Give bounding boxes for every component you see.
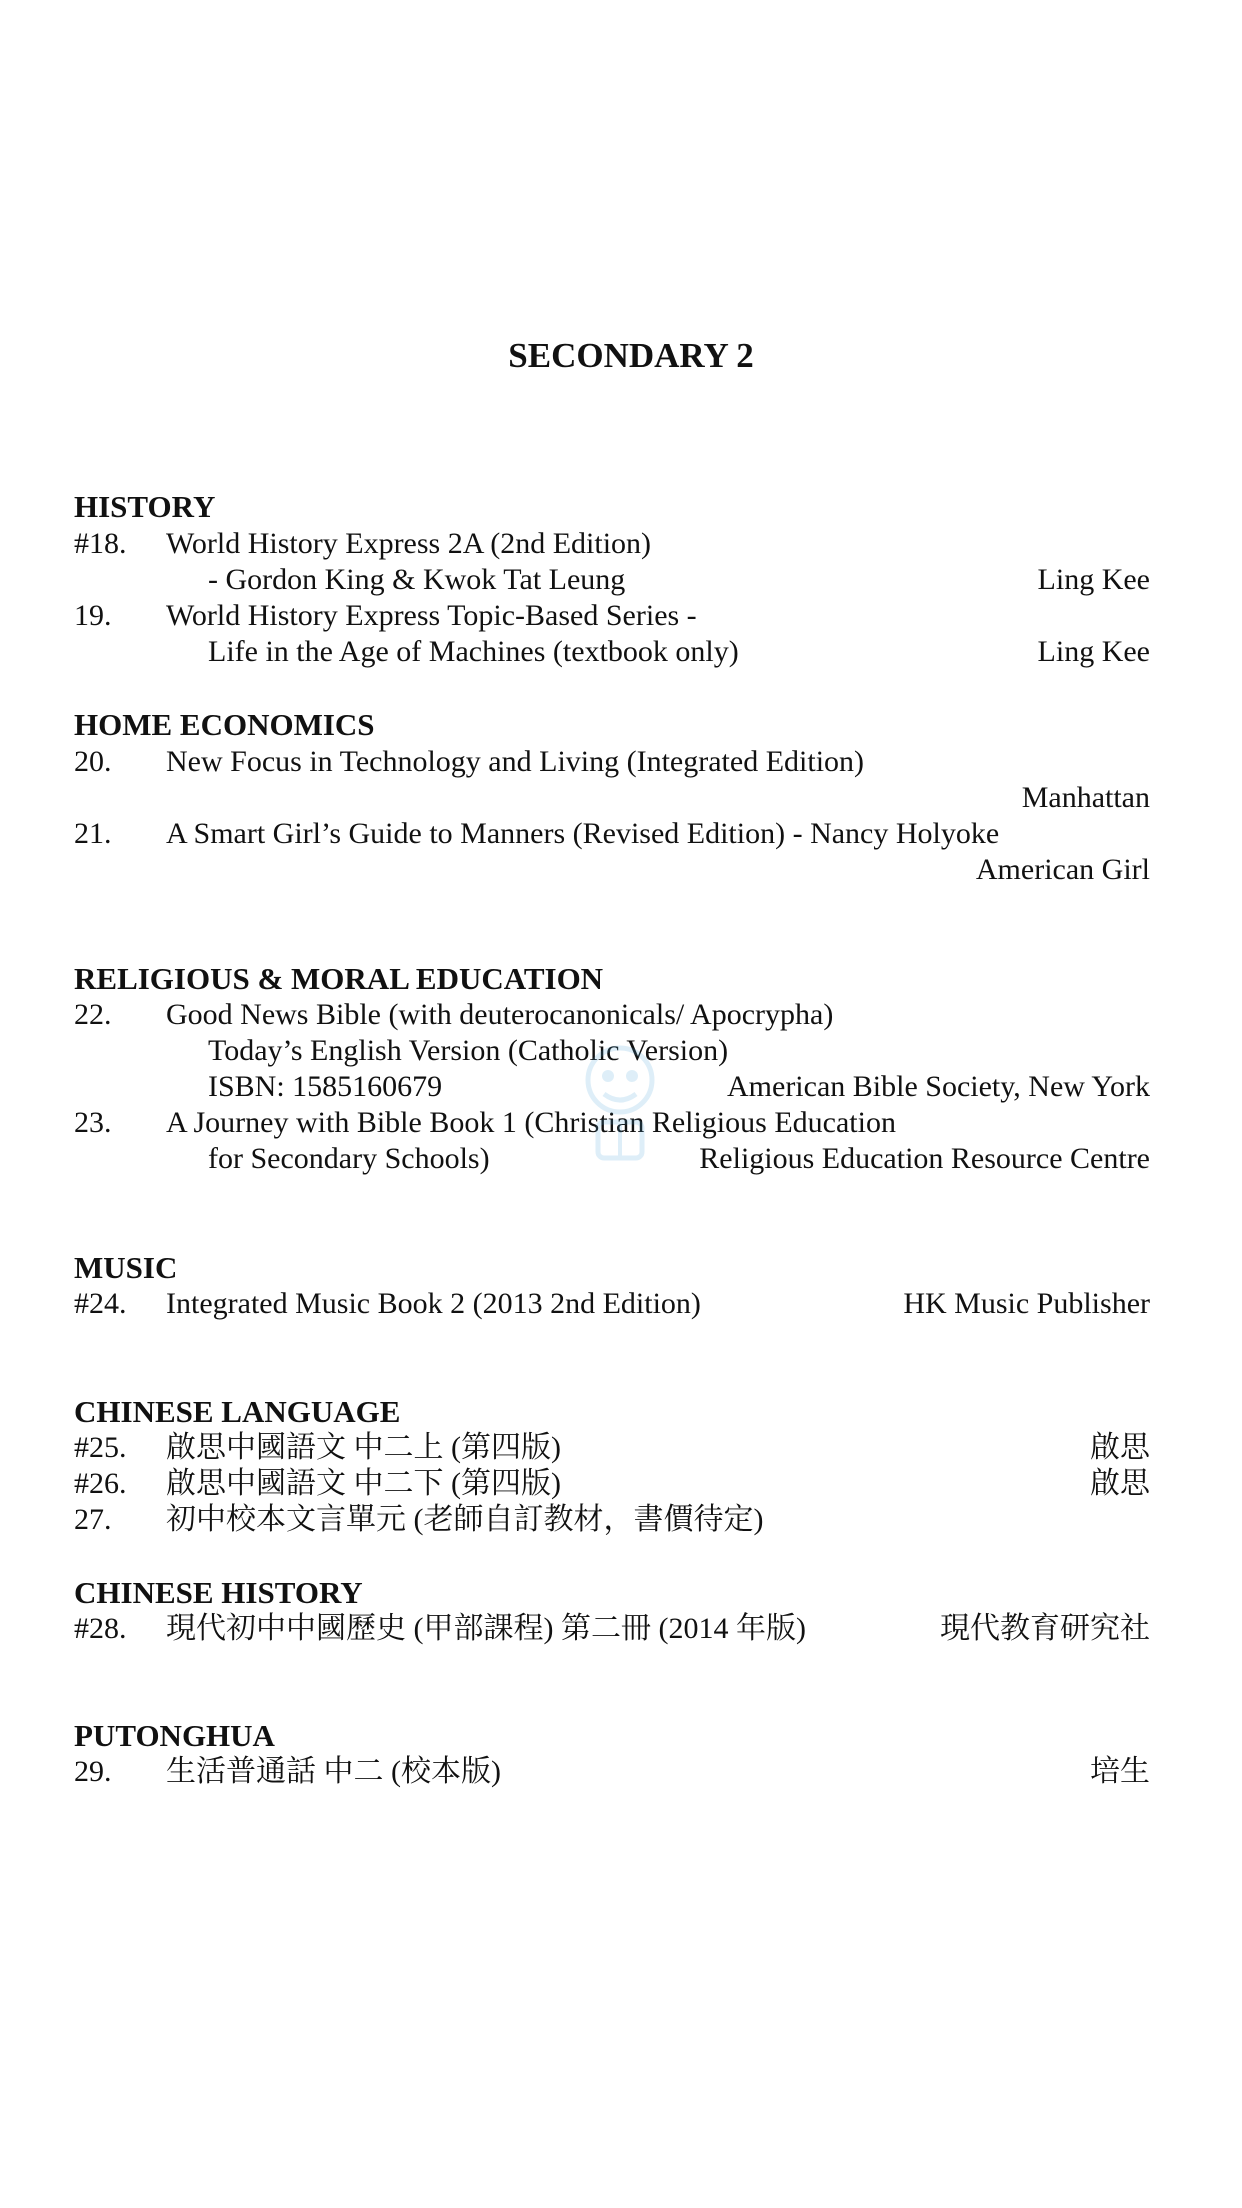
book-publisher: 啟思	[1090, 1431, 1150, 1464]
book-title: New Focus in Technology and Living (Integrated Edition)	[166, 745, 865, 778]
book-title: Good News Bible (with deuterocanonicals/ Apocrypha)	[166, 998, 834, 1031]
item-number: 22.	[74, 998, 112, 1031]
book-publisher: Ling Kee	[1037, 563, 1150, 596]
book-isbn: ISBN: 1585160679	[208, 1070, 443, 1103]
item-number: #26.	[74, 1467, 127, 1500]
item-number: 23.	[74, 1106, 112, 1139]
list-item-continuation	[74, 852, 1150, 888]
list-item-continuation	[74, 780, 1150, 816]
item-number: 29.	[74, 1755, 112, 1788]
section-heading-history: HISTORY	[74, 489, 216, 524]
list-item-continuation	[74, 562, 1150, 598]
item-number: 21.	[74, 817, 112, 850]
item-number: #28.	[74, 1612, 127, 1645]
list-item	[74, 1502, 1150, 1538]
book-publisher: Ling Kee	[1037, 635, 1150, 668]
item-number: #18.	[74, 527, 127, 560]
book-version: Today’s English Version (Catholic Version)	[208, 1034, 729, 1067]
book-publisher: HK Music Publisher	[903, 1287, 1150, 1320]
list-item	[74, 997, 1150, 1033]
item-number: 20.	[74, 745, 112, 778]
list-item	[74, 526, 1150, 562]
list-item-continuation	[74, 634, 1150, 670]
list-item	[74, 1466, 1150, 1502]
list-item	[74, 598, 1150, 634]
book-title: 現代初中中國歷史 (甲部課程) 第二冊 (2014 年版)	[166, 1612, 806, 1645]
book-title: A Journey with Bible Book 1 (Christian Religious Education	[166, 1106, 896, 1139]
section-heading-music: MUSIC	[74, 1250, 178, 1285]
page-title: SECONDARY 2	[508, 336, 754, 375]
book-title: 生活普通話 中二 (校本版)	[166, 1755, 501, 1788]
watermark-logo-icon	[560, 1040, 680, 1180]
book-publisher: Religious Education Resource Centre	[699, 1142, 1150, 1175]
list-item	[74, 816, 1150, 852]
item-number: #24.	[74, 1287, 127, 1320]
list-item	[74, 1611, 1150, 1647]
section-heading-home-economics: HOME ECONOMICS	[74, 707, 375, 742]
book-publisher: 培生	[1090, 1755, 1150, 1788]
book-title: World History Express Topic-Based Series -	[166, 599, 697, 632]
book-publisher: American Bible Society, New York	[727, 1070, 1150, 1103]
section-heading-chinese-history: CHINESE HISTORY	[74, 1575, 363, 1610]
section-heading-putonghua: PUTONGHUA	[74, 1718, 275, 1753]
book-subtitle: for Secondary Schools)	[208, 1142, 490, 1175]
list-item	[74, 1286, 1150, 1322]
book-title: Integrated Music Book 2 (2013 2nd Edition)	[166, 1287, 701, 1320]
list-item	[74, 1430, 1150, 1466]
book-publisher: 啟思	[1090, 1467, 1150, 1500]
book-title: 啟思中國語文 中二上 (第四版)	[166, 1431, 561, 1464]
book-title: A Smart Girl’s Guide to Manners (Revised Edition) - Nancy Holyoke	[166, 817, 1000, 850]
book-author: - Gordon King & Kwok Tat Leung	[208, 563, 626, 596]
list-item	[74, 744, 1150, 780]
book-publisher: American Girl	[975, 853, 1150, 886]
book-title: 啟思中國語文 中二下 (第四版)	[166, 1467, 561, 1500]
book-publisher: 現代教育研究社	[940, 1612, 1150, 1645]
list-item	[74, 1754, 1150, 1790]
book-title: World History Express 2A (2nd Edition)	[166, 527, 652, 560]
item-number: 19.	[74, 599, 112, 632]
book-title: 初中校本文言單元 (老師自訂教材，書價待定)	[166, 1503, 764, 1536]
item-number: #25.	[74, 1431, 127, 1464]
section-heading-chinese-language: CHINESE LANGUAGE	[74, 1394, 401, 1429]
book-publisher: Manhattan	[1021, 781, 1150, 814]
book-subtitle: Life in the Age of Machines (textbook only)	[208, 635, 739, 668]
item-number: 27.	[74, 1503, 112, 1536]
section-heading-religious-moral-education: RELIGIOUS & MORAL EDUCATION	[74, 961, 604, 996]
